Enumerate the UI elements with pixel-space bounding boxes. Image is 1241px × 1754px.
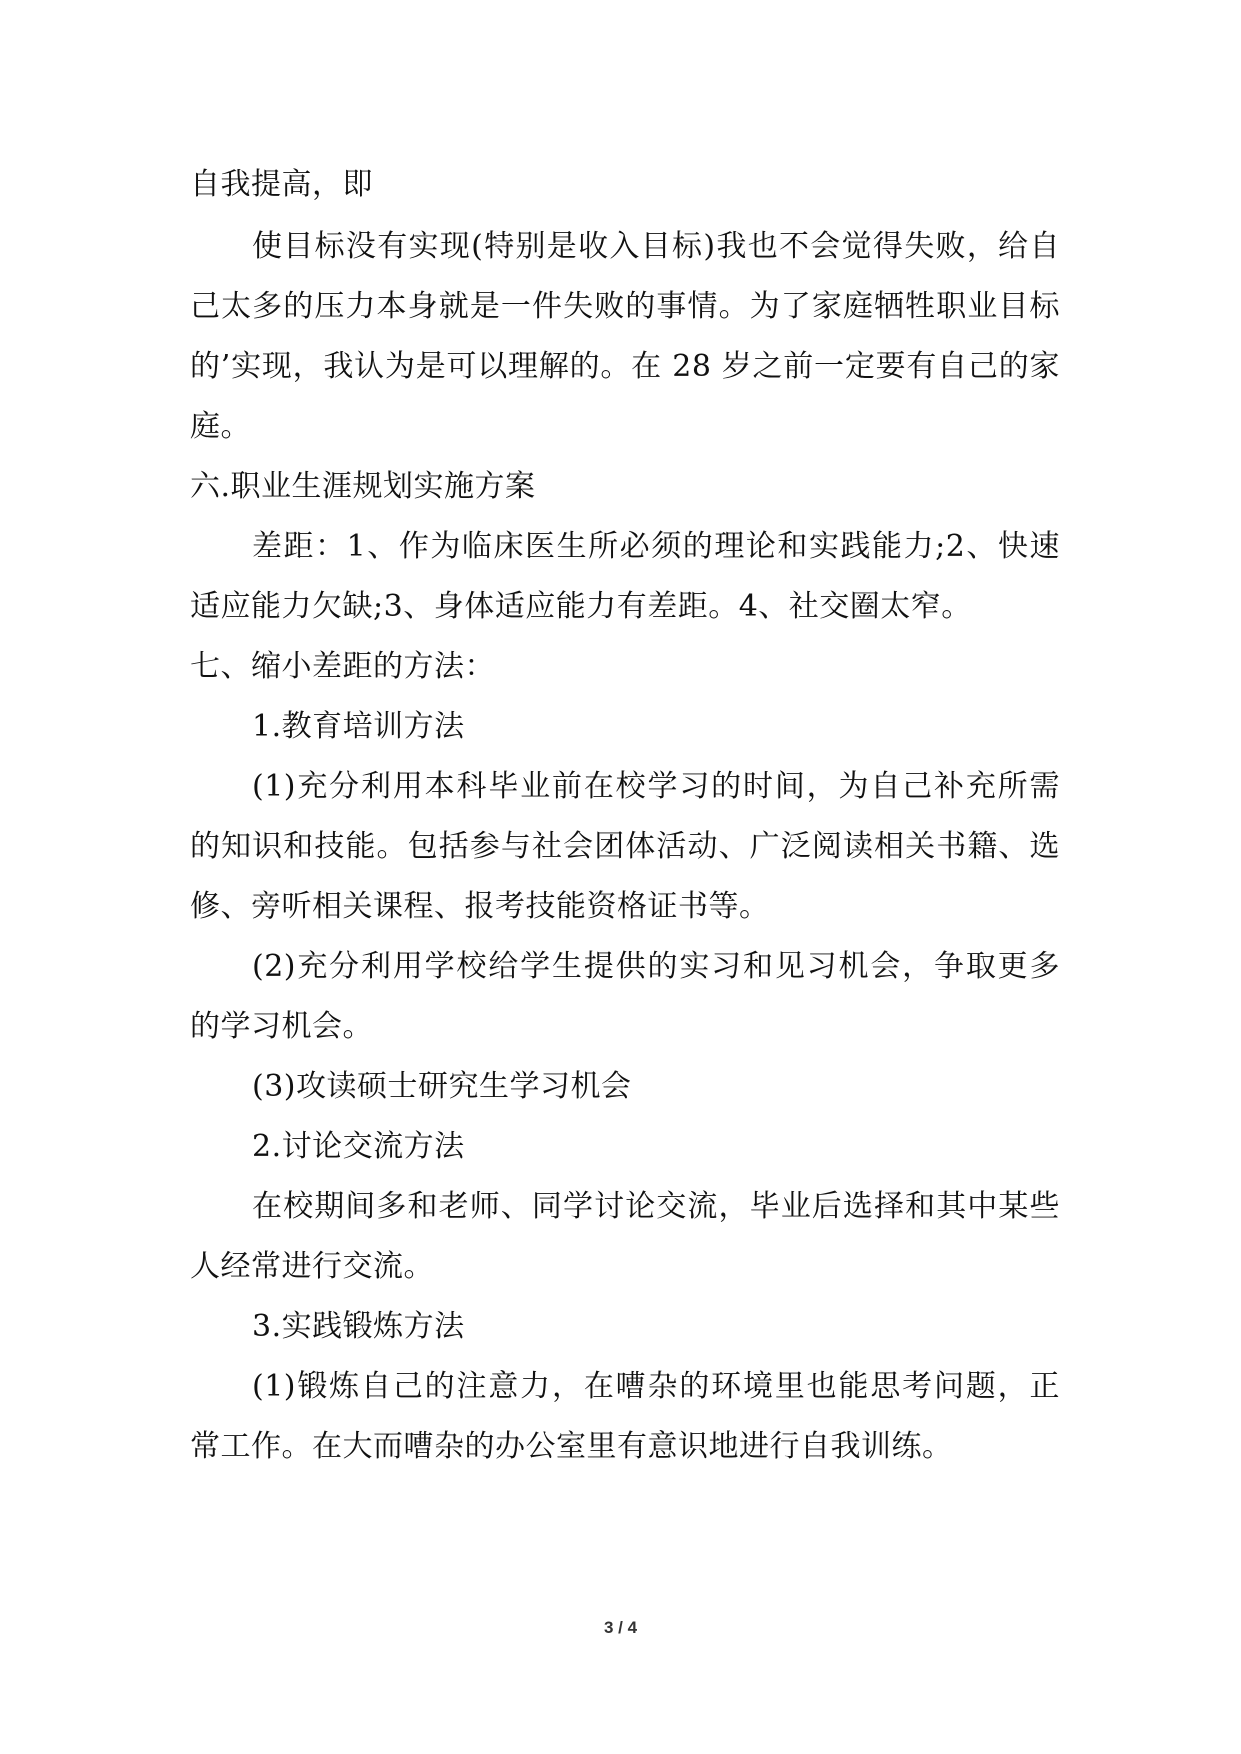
subsection-heading: 3.实践锻炼方法	[252, 1309, 465, 1344]
page-number: 3 / 4	[603, 1618, 638, 1637]
text-line: (3)攻读硕士研究生学习机会	[252, 1069, 632, 1104]
text-line: 自我提高，即	[190, 167, 373, 202]
section-heading: 六.职业生涯规划实施方案	[190, 469, 536, 504]
section-heading: 七、缩小差距的方法：	[190, 649, 495, 684]
text-line: 修、旁听相关课程、报考技能资格证书等。	[190, 889, 770, 924]
text-line: 己太多的压力本身就是一件失败的事情。为了家庭牺牲职业目标	[190, 289, 1060, 324]
text-line: 的’实现，我认为是可以理解的。在 28 岁之前一定要有自己的家	[190, 349, 1060, 384]
text-line: 使目标没有实现(特别是收入目标)我也不会觉得失败，给自	[252, 229, 1060, 264]
text-line: 人经常进行交流。	[190, 1249, 434, 1284]
text-line: 适应能力欠缺;3、身体适应能力有差距。4、社交圈太窄。	[190, 589, 972, 624]
text-line: 庭。	[190, 409, 251, 444]
text-line: 常工作。在大而嘈杂的办公室里有意识地进行自我训练。	[190, 1429, 953, 1464]
text-line: 的学习机会。	[190, 1009, 373, 1044]
subsection-heading: 1.教育培训方法	[252, 709, 465, 744]
subsection-heading: 2.讨论交流方法	[252, 1129, 465, 1164]
text-line: (1)锻炼自己的注意力，在嘈杂的环境里也能思考问题，正	[252, 1369, 1060, 1404]
text-line: 在校期间多和老师、同学讨论交流，毕业后选择和其中某些	[252, 1189, 1060, 1224]
text-line: (2)充分利用学校给学生提供的实习和见习机会，争取更多	[252, 949, 1060, 984]
text-line: (1)充分利用本科毕业前在校学习的时间，为自己补充所需	[252, 769, 1060, 804]
text-line: 的知识和技能。包括参与社会团体活动、广泛阅读相关书籍、选	[190, 829, 1060, 864]
text-line: 差距：1、作为临床医生所必须的理论和实践能力;2、快速	[252, 529, 1060, 564]
